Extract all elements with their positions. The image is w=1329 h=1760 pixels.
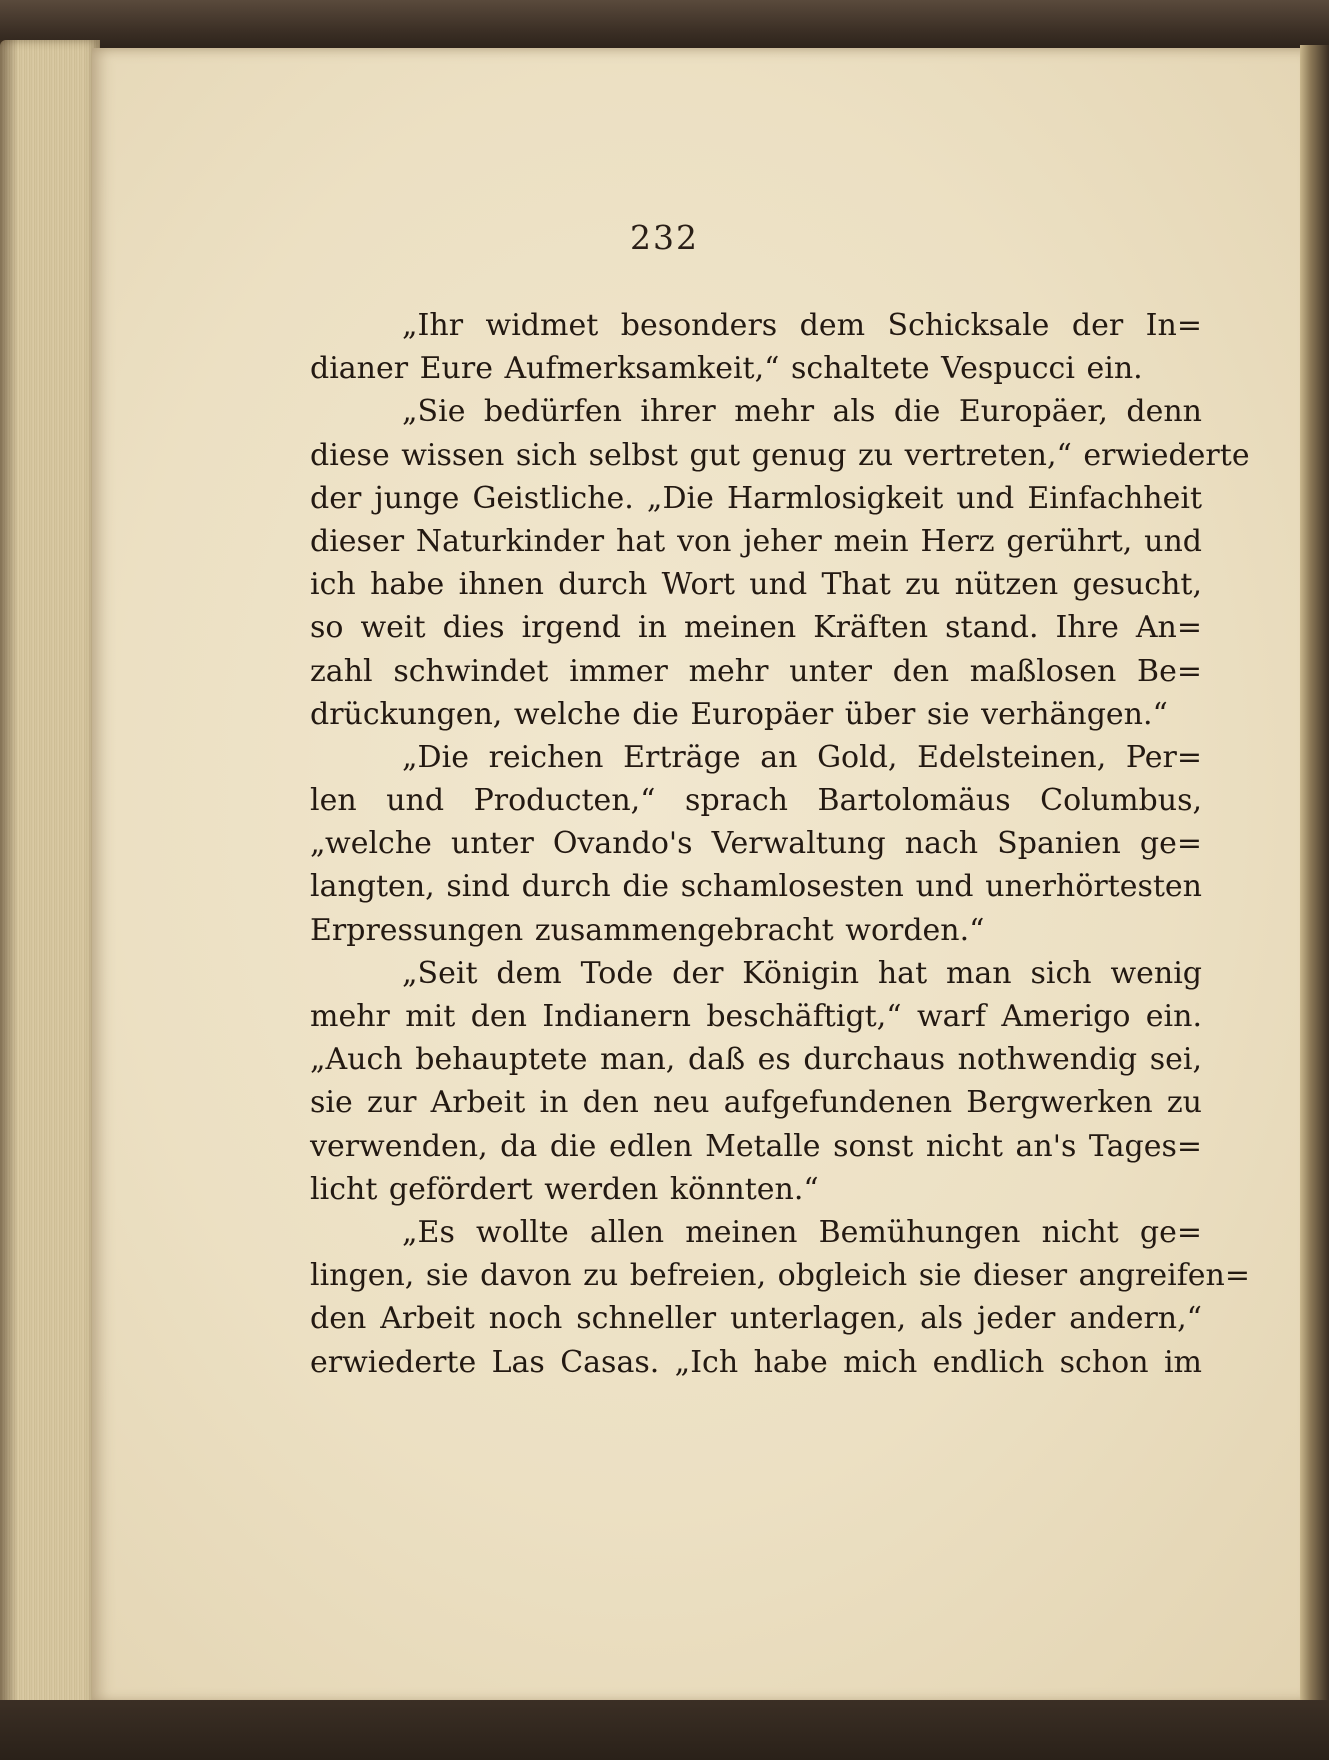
text-line: lingen, sie davon zu befreien, obgleich sie dieser angreifen= bbox=[310, 1258, 1251, 1294]
text-line: „Ihr widmet besonders dem Schicksale der In= bbox=[402, 308, 1202, 343]
text-line: Erpressungen zusammengebracht worden.“ bbox=[310, 912, 985, 948]
text-line: dianer Eure Aufmerksamkeit,“ schaltete Vespucci ein. bbox=[310, 351, 1143, 387]
text-line: der junge Geistliche. „Die Harmlosigkeit und Einfachheit bbox=[310, 480, 1202, 516]
text-line: den Arbeit noch schneller unterlagen, als jeder andern,“ bbox=[310, 1301, 1202, 1337]
text-line: „Sie bedürfen ihrer mehr als die Europäer, denn bbox=[402, 394, 1202, 430]
text-line: mehr mit den Indianern beschäftigt,“ warf Amerigo ein. bbox=[310, 999, 1202, 1034]
text-line: so weit dies irgend in meinen Kräften stand. Ihre An= bbox=[310, 610, 1202, 646]
book-cover-top bbox=[0, 0, 1329, 52]
text-line: licht gefördert werden könnten.“ bbox=[310, 1171, 819, 1207]
text-line: „Seit dem Tode der Königin hat man sich wenig bbox=[402, 955, 1202, 991]
text-line: „Auch behauptete man, daß es durchaus nothwendig sei, bbox=[310, 1042, 1202, 1078]
book-cover-bottom bbox=[0, 1700, 1329, 1760]
text-line: verwenden, da die edlen Metalle sonst nicht an's Tages= bbox=[310, 1128, 1202, 1164]
text-line: sie zur Arbeit in den neu aufgefundenen Bergwerken zu bbox=[310, 1085, 1202, 1121]
text-line: „Es wollte allen meinen Bemühungen nicht ge= bbox=[402, 1214, 1202, 1250]
text-line: zahl schwindet immer mehr unter den maßlosen Be= bbox=[310, 653, 1202, 689]
text-line: dieser Naturkinder hat von jeher mein Herz gerührt, und bbox=[310, 523, 1202, 559]
page-number: 232 bbox=[630, 218, 699, 257]
text-line: „Die reichen Erträge an Gold, Edelsteinen, Per= bbox=[402, 739, 1202, 775]
page-stack-edge bbox=[0, 40, 100, 1720]
text-line: „welche unter Ovando's Verwaltung nach Spanien ge= bbox=[310, 826, 1202, 862]
book-binding-edge bbox=[1300, 45, 1329, 1715]
text-line: ich habe ihnen durch Wort und That zu nützen gesucht, bbox=[310, 567, 1202, 603]
text-line: diese wissen sich selbst gut genug zu vertreten,“ erwiederte bbox=[310, 437, 1250, 473]
text-line: erwiederte Las Casas. „Ich habe mich endlich schon im bbox=[310, 1344, 1202, 1380]
text-line: len und Producten,“ sprach Bartolomäus Columbus, bbox=[310, 783, 1202, 819]
text-line: langten, sind durch die schamlosesten und unerhörtesten bbox=[310, 869, 1202, 905]
body-text bbox=[310, 304, 1251, 1384]
text-line: drückungen, welche die Europäer über sie verhängen.“ bbox=[310, 696, 1168, 732]
